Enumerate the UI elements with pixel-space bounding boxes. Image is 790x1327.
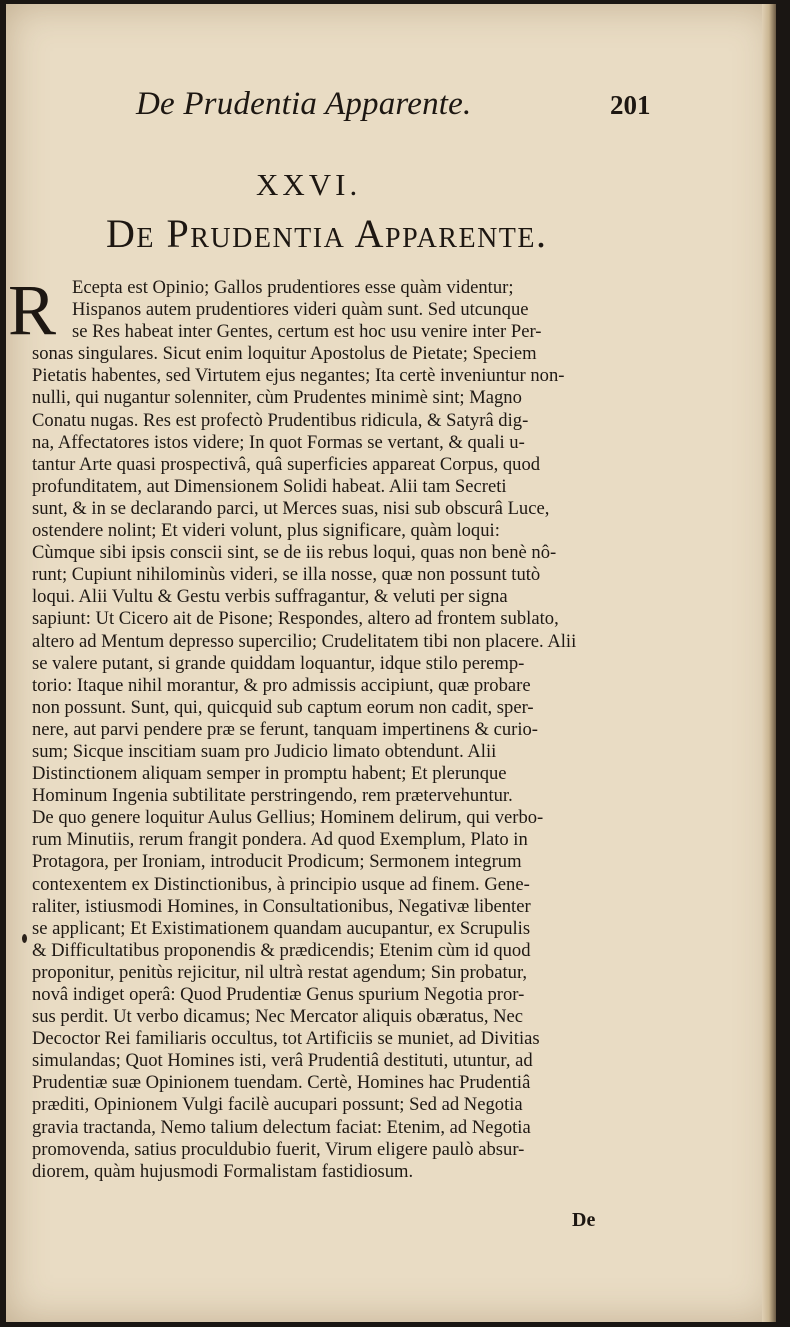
text-line: runt; Cupiunt nihilominùs videri, se illa nosse, quæ non possunt tutò (32, 564, 541, 586)
text-line: raliter, istiusmodi Homines, in Consultationibus, Negativæ libenter (32, 895, 531, 917)
chapter-number: XXVI. (256, 167, 362, 202)
text-line: loqui. Alii Vultu & Gestu verbis suffragantur, & veluti per signa (32, 586, 508, 608)
text-line: Protagora, per Ironiam, introducit Prodicum; Sermonem integrum (32, 851, 522, 873)
text-line: præditi, Opinionem Vulgi facilè aucupari possunt; Sed ad Negotia (32, 1094, 523, 1116)
text-line: sonas singulares. Sicut enim loquitur Apostolus de Pietate; Speciem (32, 343, 537, 365)
page-edge (762, 4, 776, 1322)
text-line: proponitur, penitùs rejicitur, nil ultrà restat agendum; Sin probatur, (32, 961, 528, 983)
text-line: gravia tractanda, Nemo talium delectum faciat: Etenim, ad Negotia (32, 1116, 531, 1138)
text-line: tantur Arte quasi prospectivâ, quâ superficies appareat Corpus, quod (32, 453, 541, 475)
text-line: se valere putant, si grande quiddam loquantur, idque stilo peremp- (32, 652, 525, 674)
text-line: simulandas; Quot Homines isti, verâ Prudentiâ destituti, utuntur, ad (32, 1050, 533, 1072)
text-line: Cùmque sibi ipsis conscii sint, se de iis rebus loqui, quas non benè nô- (32, 542, 557, 564)
text-line: Decoctor Rei familiaris occultus, tot Artificiis se muniet, ad Divitias (32, 1028, 540, 1050)
text-line: altero ad Mentum depresso supercilio; Crudelitatem tibi non placere. Alii (32, 630, 577, 652)
book-page (6, 4, 776, 1322)
text-line: rum Minutiis, rerum frangit pondera. Ad quod Exemplum, Plato in (32, 829, 528, 851)
text-line: Conatu nugas. Res est profectò Prudentibus ridicula, & Satyrâ dig- (32, 409, 529, 431)
text-line: sunt, & in se declarando parci, ut Merces suas, nisi sub obscurâ Luce, (32, 497, 550, 519)
text-line: Ecepta est Opinio; Gallos prudentiores esse quàm videntur; (72, 277, 514, 298)
text-line: diorem, quàm hujusmodi Formalistam fastidiosum. (32, 1160, 414, 1182)
text-line: Distinctionem aliquam semper in promptu habent; Et plerunque (32, 763, 507, 785)
chapter-title: De Prudentia Apparente. (106, 211, 548, 256)
text-line: promovenda, satius proculdubio fuerit, Virum eligere paulò absur- (32, 1138, 525, 1160)
text-line: Hispanos autem prudentiores videri quàm sunt. Sed utcunque (72, 299, 529, 321)
text-line: & Difficultatibus proponendis & prædicendis; Etenim cùm id quod (32, 939, 531, 961)
text-line: nulli, qui nugantur solenniter, cùm Prudentes minimè sint; Magno (32, 387, 522, 409)
text-line: nere, aut parvi pendere præ se ferunt, tanquam impertinens & curio- (32, 718, 538, 740)
text-line: contexentem ex Distinctionibus, à principio usque ad finem. Gene- (32, 873, 530, 895)
ink-mark (22, 934, 27, 943)
body-text (32, 277, 602, 1183)
text-line: De quo genere loquitur Aulus Gellius; Hominem delirum, qui verbo- (32, 807, 544, 829)
text-line: ostendere nolint; Et videri volunt, plus significare, quàm loqui: (32, 520, 500, 542)
text-line: na, Affectatores istos videre; In quot Formas se vertant, & quali u- (32, 431, 525, 453)
text-line: non possunt. Sunt, qui, quicquid sub captum eorum non cadit, sper- (32, 696, 534, 718)
text-line: profunditatem, aut Dimensionem Solidi habeat. Alii tam Secreti (32, 475, 507, 497)
drop-cap: R (8, 270, 57, 350)
text-line: Hominum Ingenia subtilitate perstringendo, rem prætervehuntur. (32, 785, 513, 807)
text-line: se Res habeat inter Gentes, certum est hoc usu venire inter Per- (72, 321, 542, 343)
text-line: novâ indiget operâ: Quod Prudentiæ Genus spurium Negotia pror- (32, 984, 525, 1005)
text-line: Pietatis habentes, sed Virtutem ejus negantes; Ita certè inveniuntur non- (32, 365, 565, 387)
text-line: sapiunt: Ut Cicero ait de Pisone; Respondes, altero ad frontem sublato, (32, 608, 559, 630)
catchword: De (572, 1209, 596, 1231)
running-title: De Prudentia Apparente. (136, 86, 472, 122)
text-line: sum; Sicque inscitiam suam pro Judicio limato obtendunt. Alii (32, 740, 497, 762)
text-line: Prudentiæ suæ Opinionem tuendam. Certè, Homines hac Prudentiâ (32, 1072, 531, 1094)
text-line: sus perdit. Ut verbo dicamus; Nec Mercator aliquis obæratus, Nec (32, 1006, 524, 1028)
text-line: torio: Itaque nihil morantur, & pro admissis accipiunt, quæ probare (32, 674, 531, 696)
page-number: 201 (610, 90, 651, 120)
text-line: se applicant; Et Existimationem quandam aucupantur, ex Scrupulis (32, 917, 531, 939)
